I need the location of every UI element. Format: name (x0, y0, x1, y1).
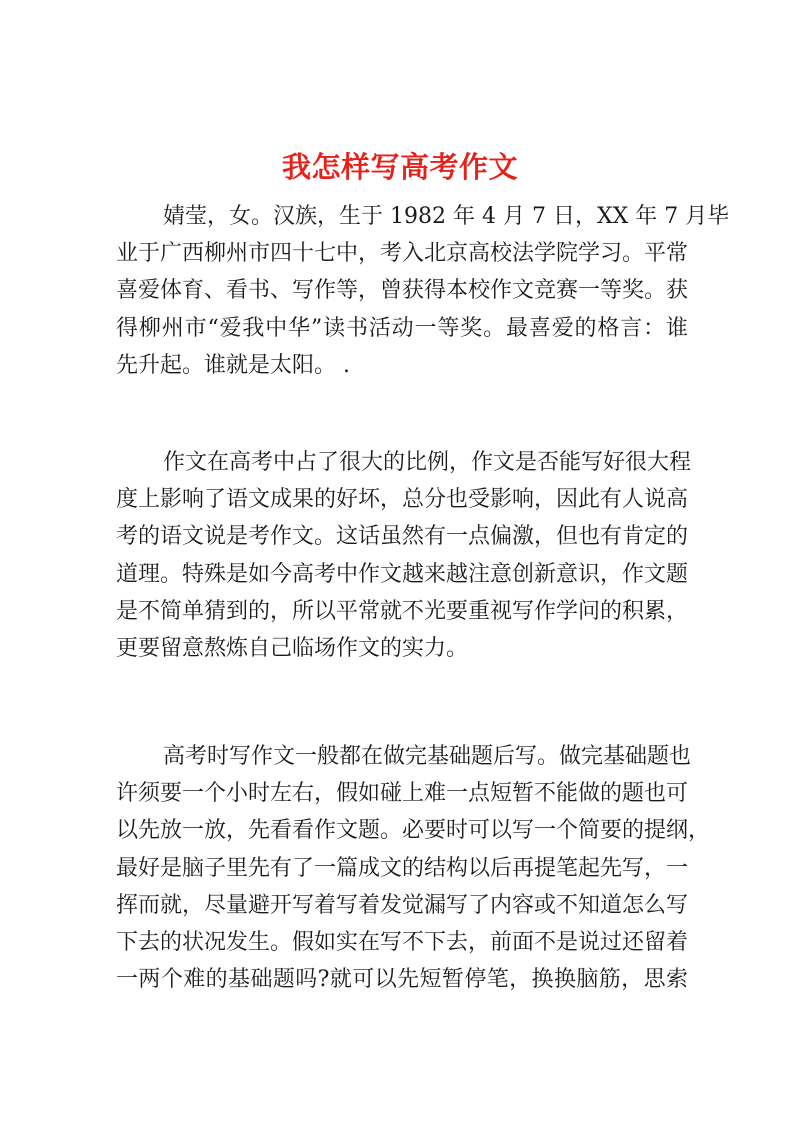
paragraph-importance (116, 444, 692, 667)
paragraph-line: 道理。特殊是如今高考中作文越来越注意创新意识，作文题 (116, 561, 689, 587)
paragraph-line: 先升起。谁就是太阳。 . (116, 352, 350, 378)
paragraph-line: 高考时写作文一般都在做完基础题后写。做完基础题也 (163, 744, 692, 769)
paragraph-line: 挥而就，尽量避开写着写着发觉漏写了内容或不知道怎么写 (116, 892, 689, 918)
paragraph-line: 更要留意熬炼自己临场作文的实力。 (116, 635, 469, 661)
paragraph-line: 下去的状况发生。假如实在写不下去，前面不是说过还留着 (116, 929, 689, 955)
paragraph-line: 一两个难的基础题吗?就可以先短暂停笔，换换脑筋，思索 (116, 967, 688, 993)
paragraph-line: 作文在高考中占了很大的比例，作文是否能写好很大程 (163, 450, 692, 475)
paragraph-author-bio (116, 198, 730, 384)
paragraph-line: 度上影响了语文成果的好坏，总分也受影响，因此有人说高 (116, 487, 689, 513)
paragraph-line: 得柳州市“爱我中华”读书活动一等奖。最喜爱的格言：谁 (116, 315, 688, 341)
paragraph-line: 喜爱体育、看书、写作等，曾获得本校作文竞赛一等奖。获 (116, 278, 689, 304)
paragraph-line: 以先放一放，先看看作文题。必要时可以写一个简要的提纲， (116, 818, 711, 844)
paragraph-line: 是不简单猜到的，所以平常就不光要重视写作学问的积累， (116, 598, 689, 624)
document-title: 我怎样写高考作文 (281, 150, 518, 185)
paragraph-line: 业于广西柳州市四十七中，考入北京高校法学院学习。平常 (116, 241, 689, 267)
paragraph-line: 许须要一个小时左右，假如碰上难一点短暂不能做的题也可 (116, 781, 689, 807)
paragraph-exam-strategy (116, 738, 711, 998)
paragraph-line: 婧莹，女。汉族，生于 1982 年 4 月 7 日，XX 年 7 月毕 (163, 204, 730, 229)
paragraph-line: 考的语文说是考作文。这话虽然有一点偏激，但也有肯定的 (116, 524, 689, 550)
paragraph-line: 最好是脑子里先有了一篇成文的结构以后再提笔起先写，一 (116, 855, 689, 881)
